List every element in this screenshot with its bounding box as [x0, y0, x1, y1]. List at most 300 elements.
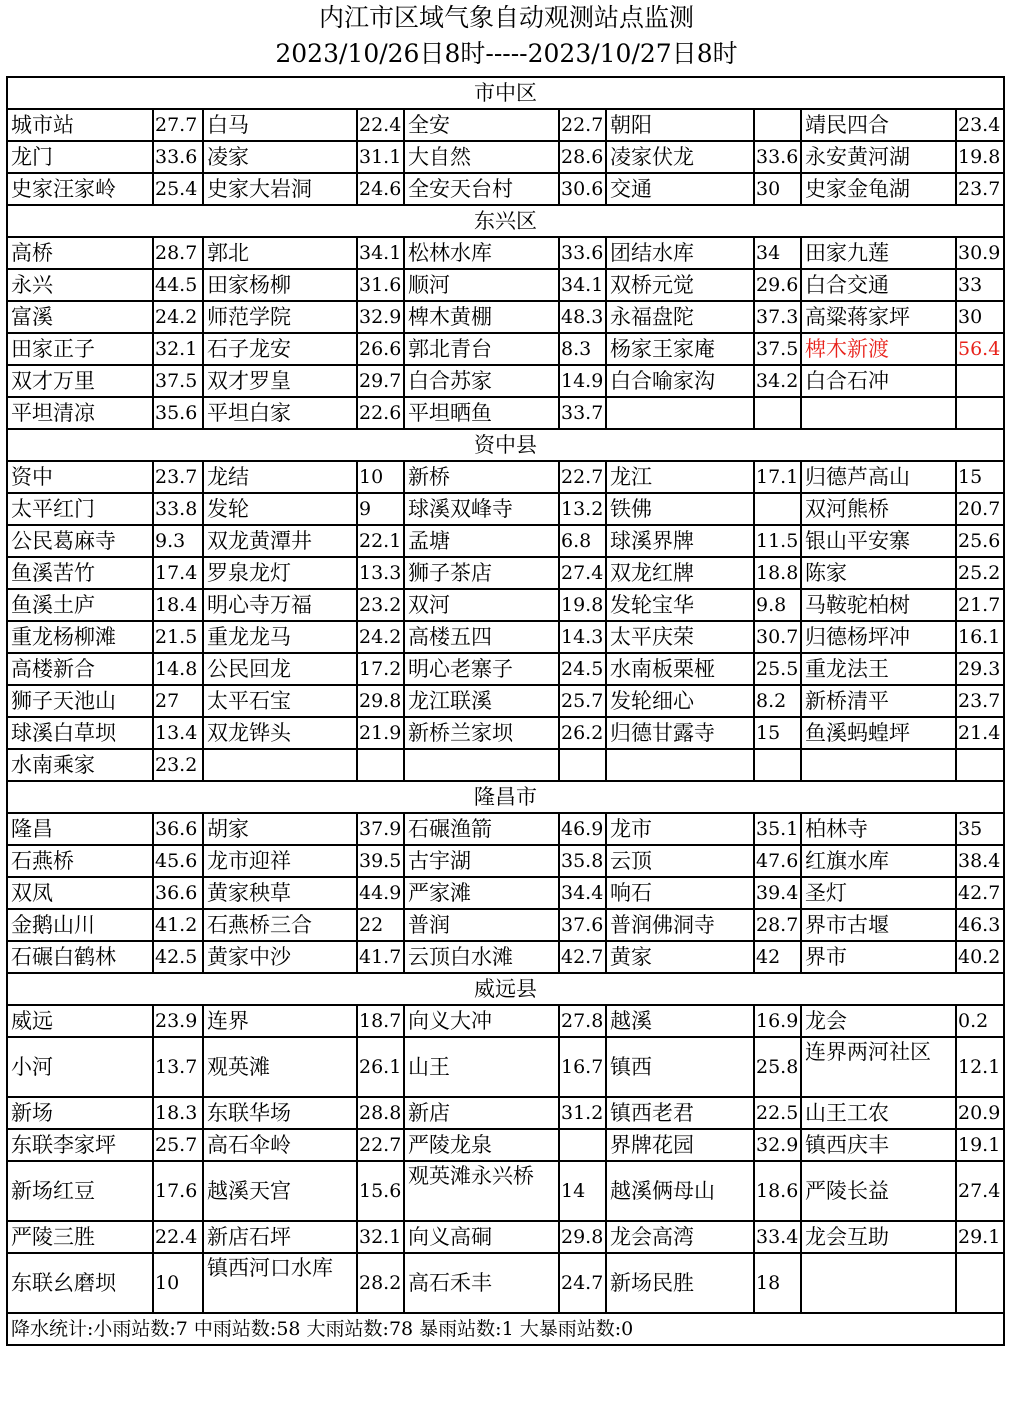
rainfall-value: 33.6 [559, 237, 606, 269]
station-name: 白合石冲 [801, 365, 956, 397]
station-name [801, 749, 956, 781]
table-row [7, 589, 1004, 621]
rainfall-value: 30 [956, 301, 1004, 333]
rainfall-value: 29.8 [559, 1221, 606, 1253]
table-row [7, 1129, 1004, 1161]
station-name: 山王工农 [801, 1097, 956, 1129]
rainfall-value: 30.9 [956, 237, 1004, 269]
station-name: 黄家 [606, 941, 754, 973]
rainfall-value: 35 [956, 813, 1004, 845]
rainfall-value: 34.4 [559, 877, 606, 909]
rainfall-value: 22.6 [357, 397, 404, 429]
station-name: 马鞍驼柏树 [801, 589, 956, 621]
rainfall-value: 36.6 [153, 877, 203, 909]
station-name: 白合交通 [801, 269, 956, 301]
rainfall-value: 13.7 [153, 1037, 203, 1097]
station-name: 胡家 [203, 813, 357, 845]
station-name: 新桥兰家坝 [404, 717, 559, 749]
rainfall-value: 34.1 [559, 269, 606, 301]
rainfall-value: 18 [754, 1253, 801, 1313]
station-name: 高石禾丰 [404, 1253, 559, 1313]
rainfall-value: 37.9 [357, 813, 404, 845]
rainfall-value: 27.7 [153, 109, 203, 141]
station-name: 金鹅山川 [7, 909, 153, 941]
table-row [7, 301, 1004, 333]
rainfall-value: 28.8 [357, 1097, 404, 1129]
rainfall-value [754, 749, 801, 781]
rainfall-value: 25.7 [559, 685, 606, 717]
station-name: 界市古堰 [801, 909, 956, 941]
station-name: 越溪 [606, 1005, 754, 1037]
rainfall-value: 17.1 [754, 461, 801, 493]
rainfall-value: 33.6 [153, 141, 203, 173]
station-name: 云顶白水滩 [404, 941, 559, 973]
rainfall-value: 18.3 [153, 1097, 203, 1129]
station-name: 高桥 [7, 237, 153, 269]
station-name: 白马 [203, 109, 357, 141]
rainfall-value [754, 493, 801, 525]
station-name: 郭北青台 [404, 333, 559, 365]
rainfall-value: 19.8 [956, 141, 1004, 173]
station-name: 全安天台村 [404, 173, 559, 205]
rainfall-value: 33.8 [153, 493, 203, 525]
rainfall-value: 37.5 [754, 333, 801, 365]
station-name: 东联华场 [203, 1097, 357, 1129]
rainfall-value [754, 109, 801, 141]
rainfall-value: 15 [754, 717, 801, 749]
station-name: 全安 [404, 109, 559, 141]
rainfall-value: 33 [956, 269, 1004, 301]
rainfall-value: 20.7 [956, 493, 1004, 525]
rainfall-value: 46.9 [559, 813, 606, 845]
station-name: 石燕桥三合 [203, 909, 357, 941]
rainfall-value: 48.3 [559, 301, 606, 333]
station-name: 普润佛洞寺 [606, 909, 754, 941]
station-name: 镇西 [606, 1037, 754, 1097]
rainfall-value: 14.3 [559, 621, 606, 653]
rainfall-value: 31.2 [559, 1097, 606, 1129]
district-header: 市中区 [7, 77, 1004, 109]
rainfall-value: 28.6 [559, 141, 606, 173]
rainfall-value: 32.9 [357, 301, 404, 333]
table-row [7, 237, 1004, 269]
rainfall-value: 18.4 [153, 589, 203, 621]
station-name: 杨家王家庵 [606, 333, 754, 365]
rainfall-value: 44.5 [153, 269, 203, 301]
rainfall-value: 28.7 [754, 909, 801, 941]
station-name: 平坦清凉 [7, 397, 153, 429]
rainfall-value: 22.5 [754, 1097, 801, 1129]
rainfall-value: 25.2 [956, 557, 1004, 589]
rainfall-value: 11.5 [754, 525, 801, 557]
station-name: 向义高硐 [404, 1221, 559, 1253]
rainfall-value: 25.8 [754, 1037, 801, 1097]
rainfall-value: 30.6 [559, 173, 606, 205]
table-row [7, 941, 1004, 973]
table-row [7, 1221, 1004, 1253]
rainfall-value: 42 [754, 941, 801, 973]
station-name: 龙会高湾 [606, 1221, 754, 1253]
rainfall-value: 21.4 [956, 717, 1004, 749]
station-name: 古宇湖 [404, 845, 559, 877]
station-name: 孟塘 [404, 525, 559, 557]
station-name: 严家滩 [404, 877, 559, 909]
station-name: 小河 [7, 1037, 153, 1097]
station-name: 黄家中沙 [203, 941, 357, 973]
station-name: 史家大岩洞 [203, 173, 357, 205]
station-name: 归德杨坪冲 [801, 621, 956, 653]
rainfall-value: 28.2 [357, 1253, 404, 1313]
rainfall-value [357, 749, 404, 781]
table-row [7, 557, 1004, 589]
station-name: 陈家 [801, 557, 956, 589]
rainfall-value: 10 [153, 1253, 203, 1313]
station-name: 归德芦高山 [801, 461, 956, 493]
rainfall-value: 9.3 [153, 525, 203, 557]
rainfall-value: 17.4 [153, 557, 203, 589]
rainfall-value [956, 397, 1004, 429]
date-range: 2023/10/26日8时-----2023/10/27日8时 [275, 39, 738, 68]
station-name: 球溪界牌 [606, 525, 754, 557]
station-name: 顺河 [404, 269, 559, 301]
rainfall-value: 22.7 [559, 461, 606, 493]
rainfall-value: 30.7 [754, 621, 801, 653]
station-name: 重龙杨柳滩 [7, 621, 153, 653]
rainfall-value [559, 1129, 606, 1161]
rainfall-value: 28.7 [153, 237, 203, 269]
station-name: 黄家秧草 [203, 877, 357, 909]
rainfall-value: 26.1 [357, 1037, 404, 1097]
station-name: 大自然 [404, 141, 559, 173]
rainfall-value: 33.4 [754, 1221, 801, 1253]
station-name: 水南板栗桠 [606, 653, 754, 685]
rainfall-value: 39.5 [357, 845, 404, 877]
station-name: 新桥 [404, 461, 559, 493]
rainfall-value: 35.1 [754, 813, 801, 845]
station-name: 交通 [606, 173, 754, 205]
station-name: 石燕桥 [7, 845, 153, 877]
table-row [7, 333, 1004, 365]
station-name: 龙江 [606, 461, 754, 493]
rainfall-value: 35.8 [559, 845, 606, 877]
station-name: 观英滩 [203, 1037, 357, 1097]
rainfall-value: 27.8 [559, 1005, 606, 1037]
rainfall-value: 37.6 [559, 909, 606, 941]
station-name: 龙会互助 [801, 1221, 956, 1253]
station-name: 罗泉龙灯 [203, 557, 357, 589]
station-name: 山王 [404, 1037, 559, 1097]
rainfall-value: 9 [357, 493, 404, 525]
rainfall-value [559, 749, 606, 781]
rainfall-value: 22.7 [357, 1129, 404, 1161]
station-name [801, 397, 956, 429]
rainfall-value: 0.2 [956, 1005, 1004, 1037]
station-name: 隆昌 [7, 813, 153, 845]
rainfall-value: 17.6 [153, 1161, 203, 1221]
rainfall-value: 22.4 [357, 109, 404, 141]
station-name: 越溪天宫 [203, 1161, 357, 1221]
station-name: 新店 [404, 1097, 559, 1129]
rainfall-value: 56.4 [956, 333, 1004, 365]
rainfall-value: 33.7 [559, 397, 606, 429]
rainfall-value: 22.7 [559, 109, 606, 141]
rainfall-value: 24.2 [153, 301, 203, 333]
station-name: 双河熊桥 [801, 493, 956, 525]
station-name: 新店石坪 [203, 1221, 357, 1253]
station-name: 鱼溪苦竹 [7, 557, 153, 589]
rainfall-value: 21.9 [357, 717, 404, 749]
station-name: 水南乘家 [7, 749, 153, 781]
station-name: 双龙黄潭井 [203, 525, 357, 557]
rainfall-value: 19.1 [956, 1129, 1004, 1161]
rainfall-value: 25.6 [956, 525, 1004, 557]
station-name: 龙会 [801, 1005, 956, 1037]
table-row [7, 141, 1004, 173]
station-name: 石碾白鹤林 [7, 941, 153, 973]
station-name: 云顶 [606, 845, 754, 877]
rainfall-value: 13.2 [559, 493, 606, 525]
rainfall-value: 17.2 [357, 653, 404, 685]
rainfall-value: 45.6 [153, 845, 203, 877]
rainfall-value: 29.1 [956, 1221, 1004, 1253]
station-name: 团结水库 [606, 237, 754, 269]
table-row [7, 109, 1004, 141]
rainfall-value: 22.1 [357, 525, 404, 557]
rainfall-value: 16.9 [754, 1005, 801, 1037]
rainfall-value: 37.3 [754, 301, 801, 333]
rainfall-value: 21.5 [153, 621, 203, 653]
table-row [7, 1005, 1004, 1037]
rainfall-value: 13.4 [153, 717, 203, 749]
rainfall-value: 40.2 [956, 941, 1004, 973]
rainfall-value: 34.2 [754, 365, 801, 397]
rainfall-value [956, 1253, 1004, 1313]
district-header: 资中县 [7, 429, 1004, 461]
station-name: 重龙法王 [801, 653, 956, 685]
rainfall-value: 42.5 [153, 941, 203, 973]
rainfall-value: 9.8 [754, 589, 801, 621]
station-name: 圣灯 [801, 877, 956, 909]
rainfall-value: 42.7 [956, 877, 1004, 909]
station-name: 太平庆荣 [606, 621, 754, 653]
table-row [7, 461, 1004, 493]
rainfall-value: 21.7 [956, 589, 1004, 621]
precipitation-summary: 降水统计:小雨站数:7 中雨站数:58 大雨站数:78 暴雨站数:1 大暴雨站数:0 [7, 1313, 1004, 1345]
rainfall-value: 6.8 [559, 525, 606, 557]
station-name: 镇西庆丰 [801, 1129, 956, 1161]
rainfall-value: 27.4 [559, 557, 606, 589]
rainfall-value: 15.6 [357, 1161, 404, 1221]
station-name: 公民葛麻寺 [7, 525, 153, 557]
station-name: 田家杨柳 [203, 269, 357, 301]
station-name: 公民回龙 [203, 653, 357, 685]
station-name: 朝阳 [606, 109, 754, 141]
station-name: 银山平安寨 [801, 525, 956, 557]
rainfall-value: 29.7 [357, 365, 404, 397]
rainfall-value: 13.3 [357, 557, 404, 589]
rainfall-value: 36.6 [153, 813, 203, 845]
station-name: 凌家伏龙 [606, 141, 754, 173]
station-name: 重龙龙马 [203, 621, 357, 653]
station-name [606, 749, 754, 781]
table-row [7, 1097, 1004, 1129]
station-name: 威远 [7, 1005, 153, 1037]
rainfall-value: 34 [754, 237, 801, 269]
station-name: 归德甘露寺 [606, 717, 754, 749]
table-row [7, 845, 1004, 877]
rainfall-value: 12.1 [956, 1037, 1004, 1097]
station-name: 田家九莲 [801, 237, 956, 269]
rainfall-value: 18.7 [357, 1005, 404, 1037]
rainfall-value: 23.2 [153, 749, 203, 781]
table-row [7, 621, 1004, 653]
page-title: 内江市区域气象自动观测站点监测 [318, 3, 694, 32]
rainfall-value: 26.2 [559, 717, 606, 749]
rainfall-value: 42.7 [559, 941, 606, 973]
table-row [7, 1161, 1004, 1221]
station-name: 富溪 [7, 301, 153, 333]
table-row [7, 173, 1004, 205]
station-name: 龙门 [7, 141, 153, 173]
rainfall-value: 16.7 [559, 1037, 606, 1097]
rainfall-value [956, 749, 1004, 781]
station-name: 红旗水库 [801, 845, 956, 877]
table-row [7, 493, 1004, 525]
station-name: 高楼五四 [404, 621, 559, 653]
rainfall-value: 25.7 [153, 1129, 203, 1161]
rainfall-value: 29.3 [956, 653, 1004, 685]
station-name: 新桥清平 [801, 685, 956, 717]
district-header: 威远县 [7, 973, 1004, 1005]
station-name: 发轮 [203, 493, 357, 525]
station-name: 镇西老君 [606, 1097, 754, 1129]
station-name: 龙结 [203, 461, 357, 493]
station-name: 椑木黄棚 [404, 301, 559, 333]
station-name: 永兴 [7, 269, 153, 301]
station-name: 东联幺磨坝 [7, 1253, 153, 1313]
rainfall-value: 26.6 [357, 333, 404, 365]
table-row [7, 877, 1004, 909]
station-name: 东联李家坪 [7, 1129, 153, 1161]
rainfall-value: 39.4 [754, 877, 801, 909]
rainfall-value: 24.7 [559, 1253, 606, 1313]
rainfall-value: 37.5 [153, 365, 203, 397]
station-name: 高楼新合 [7, 653, 153, 685]
table-row [7, 813, 1004, 845]
station-name: 普润 [404, 909, 559, 941]
rainfall-value: 34.1 [357, 237, 404, 269]
station-name: 柏林寺 [801, 813, 956, 845]
station-name: 双龙铧头 [203, 717, 357, 749]
rainfall-value: 19.8 [559, 589, 606, 621]
station-name: 双龙红牌 [606, 557, 754, 589]
station-name: 史家汪家岭 [7, 173, 153, 205]
station-name: 球溪双峰寺 [404, 493, 559, 525]
station-name: 新场民胜 [606, 1253, 754, 1313]
table-row [7, 397, 1004, 429]
station-name: 平坦白家 [203, 397, 357, 429]
station-name: 双才万里 [7, 365, 153, 397]
district-header: 隆昌市 [7, 781, 1004, 813]
station-name: 太平红门 [7, 493, 153, 525]
rainfall-value: 18.6 [754, 1161, 801, 1221]
station-name: 响石 [606, 877, 754, 909]
station-name: 田家正子 [7, 333, 153, 365]
rainfall-value: 32.1 [357, 1221, 404, 1253]
station-name [404, 749, 559, 781]
station-name: 铁佛 [606, 493, 754, 525]
rainfall-value: 35.6 [153, 397, 203, 429]
station-name: 白合苏家 [404, 365, 559, 397]
station-name: 石子龙安 [203, 333, 357, 365]
rainfall-value: 29.8 [357, 685, 404, 717]
rainfall-value: 27.4 [956, 1161, 1004, 1221]
rainfall-value: 8.3 [559, 333, 606, 365]
table-row [7, 525, 1004, 557]
table-row [7, 269, 1004, 301]
station-name: 新场红豆 [7, 1161, 153, 1221]
station-name: 观英滩永兴桥 [404, 1161, 559, 1221]
station-name: 明心老寨子 [404, 653, 559, 685]
rainfall-value [956, 365, 1004, 397]
station-name: 越溪俩母山 [606, 1161, 754, 1221]
rainfall-value: 24.5 [559, 653, 606, 685]
rainfall-value: 29.6 [754, 269, 801, 301]
station-name: 凌家 [203, 141, 357, 173]
rainfall-value: 41.7 [357, 941, 404, 973]
table-row [7, 653, 1004, 685]
station-name: 连界 [203, 1005, 357, 1037]
rainfall-value: 47.6 [754, 845, 801, 877]
rainfall-value: 32.9 [754, 1129, 801, 1161]
station-name [801, 1253, 956, 1313]
station-name: 高石伞岭 [203, 1129, 357, 1161]
rainfall-value: 38.4 [956, 845, 1004, 877]
station-name: 向义大冲 [404, 1005, 559, 1037]
station-name: 石碾渔箭 [404, 813, 559, 845]
rainfall-value: 30 [754, 173, 801, 205]
table-row [7, 1037, 1004, 1097]
rainfall-value: 14 [559, 1161, 606, 1221]
rainfall-value: 23.7 [956, 173, 1004, 205]
station-name: 连界两河社区 [801, 1037, 956, 1097]
rainfall-value: 33.6 [754, 141, 801, 173]
rainfall-value: 24.2 [357, 621, 404, 653]
station-name: 狮子茶店 [404, 557, 559, 589]
station-name: 龙江联溪 [404, 685, 559, 717]
rainfall-value: 8.2 [754, 685, 801, 717]
rainfall-value: 46.3 [956, 909, 1004, 941]
rainfall-value: 23.2 [357, 589, 404, 621]
station-name: 太平石宝 [203, 685, 357, 717]
station-table [6, 76, 1005, 1346]
station-name: 平坦晒鱼 [404, 397, 559, 429]
station-name: 椑木新渡 [801, 333, 956, 365]
station-name: 永安黄河湖 [801, 141, 956, 173]
table-row [7, 717, 1004, 749]
rainfall-value: 31.1 [357, 141, 404, 173]
rainfall-value: 23.4 [956, 109, 1004, 141]
station-name: 严陵三胜 [7, 1221, 153, 1253]
station-name: 界市 [801, 941, 956, 973]
station-name: 鱼溪蚂蝗坪 [801, 717, 956, 749]
rainfall-value: 14.8 [153, 653, 203, 685]
rainfall-value: 16.1 [956, 621, 1004, 653]
station-name: 双才罗皇 [203, 365, 357, 397]
rainfall-value: 22 [357, 909, 404, 941]
station-name: 高粱蒋家坪 [801, 301, 956, 333]
rainfall-value: 23.7 [153, 461, 203, 493]
